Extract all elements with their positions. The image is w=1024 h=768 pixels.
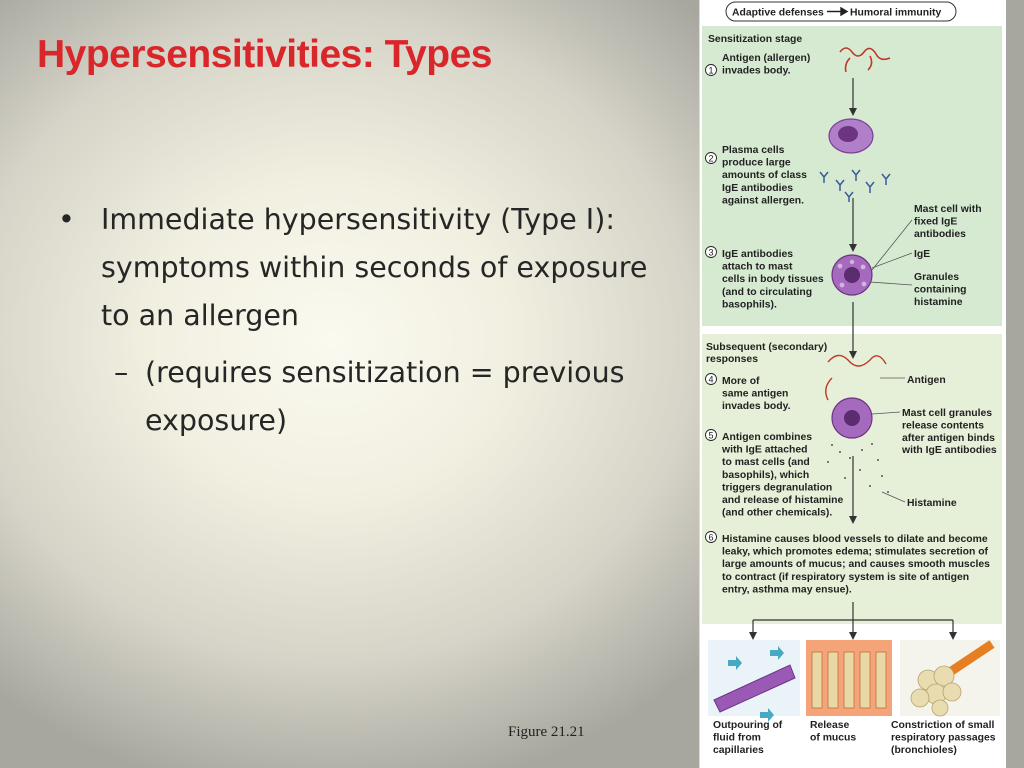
bullet-marker: • bbox=[58, 203, 75, 236]
nucleus-icon bbox=[838, 126, 858, 142]
step-text: Histamine causes blood vessels to dilate and become leaky, which promotes edema; stimulates secretion of large amounts of mucus; and causes smooth muscles to contract (if respiratory system is site of antigen entry, asthma may ensue). bbox=[722, 534, 990, 596]
bottom-caption: Release of mucus bbox=[810, 720, 857, 744]
step-number: 2 bbox=[708, 153, 714, 164]
label-mast-cell: Mast cell with fixed IgE antibodies bbox=[914, 204, 982, 240]
bottom-caption: Outpouring of fluid from capillaries bbox=[713, 720, 783, 756]
label-ige: IgE bbox=[914, 249, 931, 260]
header-right-text: Humoral immunity bbox=[850, 7, 942, 19]
bottom-caption: Constriction of small respiratory passages (bronchioles) bbox=[891, 720, 996, 756]
immune-figure bbox=[699, 0, 1006, 768]
flow-arrowhead bbox=[749, 632, 957, 640]
label-granules: Granules containing histamine bbox=[914, 272, 967, 308]
figure-drawing bbox=[700, 0, 1007, 768]
step-number: 1 bbox=[708, 65, 714, 76]
bullet-text: Immediate hypersensitivity (Type I): symptoms within seconds of exposure to an allergen bbox=[101, 203, 648, 332]
label-mast-release: Mast cell granules release contents after antigen binds with IgE antibodies bbox=[902, 408, 997, 457]
header-left-text: Adaptive defenses bbox=[732, 7, 824, 19]
label-histamine: Histamine bbox=[907, 498, 957, 509]
figure-caption: Figure 21.21 bbox=[508, 724, 585, 740]
subsequent-title: Subsequent (secondary) responses bbox=[706, 342, 828, 365]
step-text: Antigen (allergen) invades body. bbox=[722, 53, 811, 77]
step-number: 3 bbox=[708, 247, 714, 258]
slide-title: Hypersensitivities: Types bbox=[37, 33, 492, 76]
bullet-list bbox=[58, 196, 658, 445]
step-number: 4 bbox=[708, 374, 714, 385]
bottom-captions bbox=[713, 720, 996, 756]
step-number: 6 bbox=[708, 532, 714, 543]
step-text: Antigen combines with IgE attached to mast cells (and basophils), which triggers degranulation and release of histamine (and other chemicals). bbox=[722, 432, 844, 519]
step-text: More of same antigen invades body. bbox=[722, 376, 791, 413]
step-number: 5 bbox=[708, 430, 714, 441]
sensitization-title: Sensitization stage bbox=[708, 34, 803, 45]
sub-bullet-item bbox=[58, 349, 658, 445]
nucleus-icon bbox=[844, 267, 860, 283]
step-text: IgE antibodies attach to mast cells in body tissues (and to circulating basophils). bbox=[722, 249, 824, 311]
nucleus-icon bbox=[844, 410, 860, 426]
label-antigen: Antigen bbox=[907, 375, 946, 386]
sub-bullet-text: (requires sensitization = previous exposure) bbox=[145, 356, 625, 437]
step-text: Plasma cells produce large amounts of class IgE antibodies against allergen. bbox=[722, 145, 807, 207]
sub-bullet-marker: – bbox=[114, 356, 129, 389]
bullet-item bbox=[58, 196, 658, 340]
